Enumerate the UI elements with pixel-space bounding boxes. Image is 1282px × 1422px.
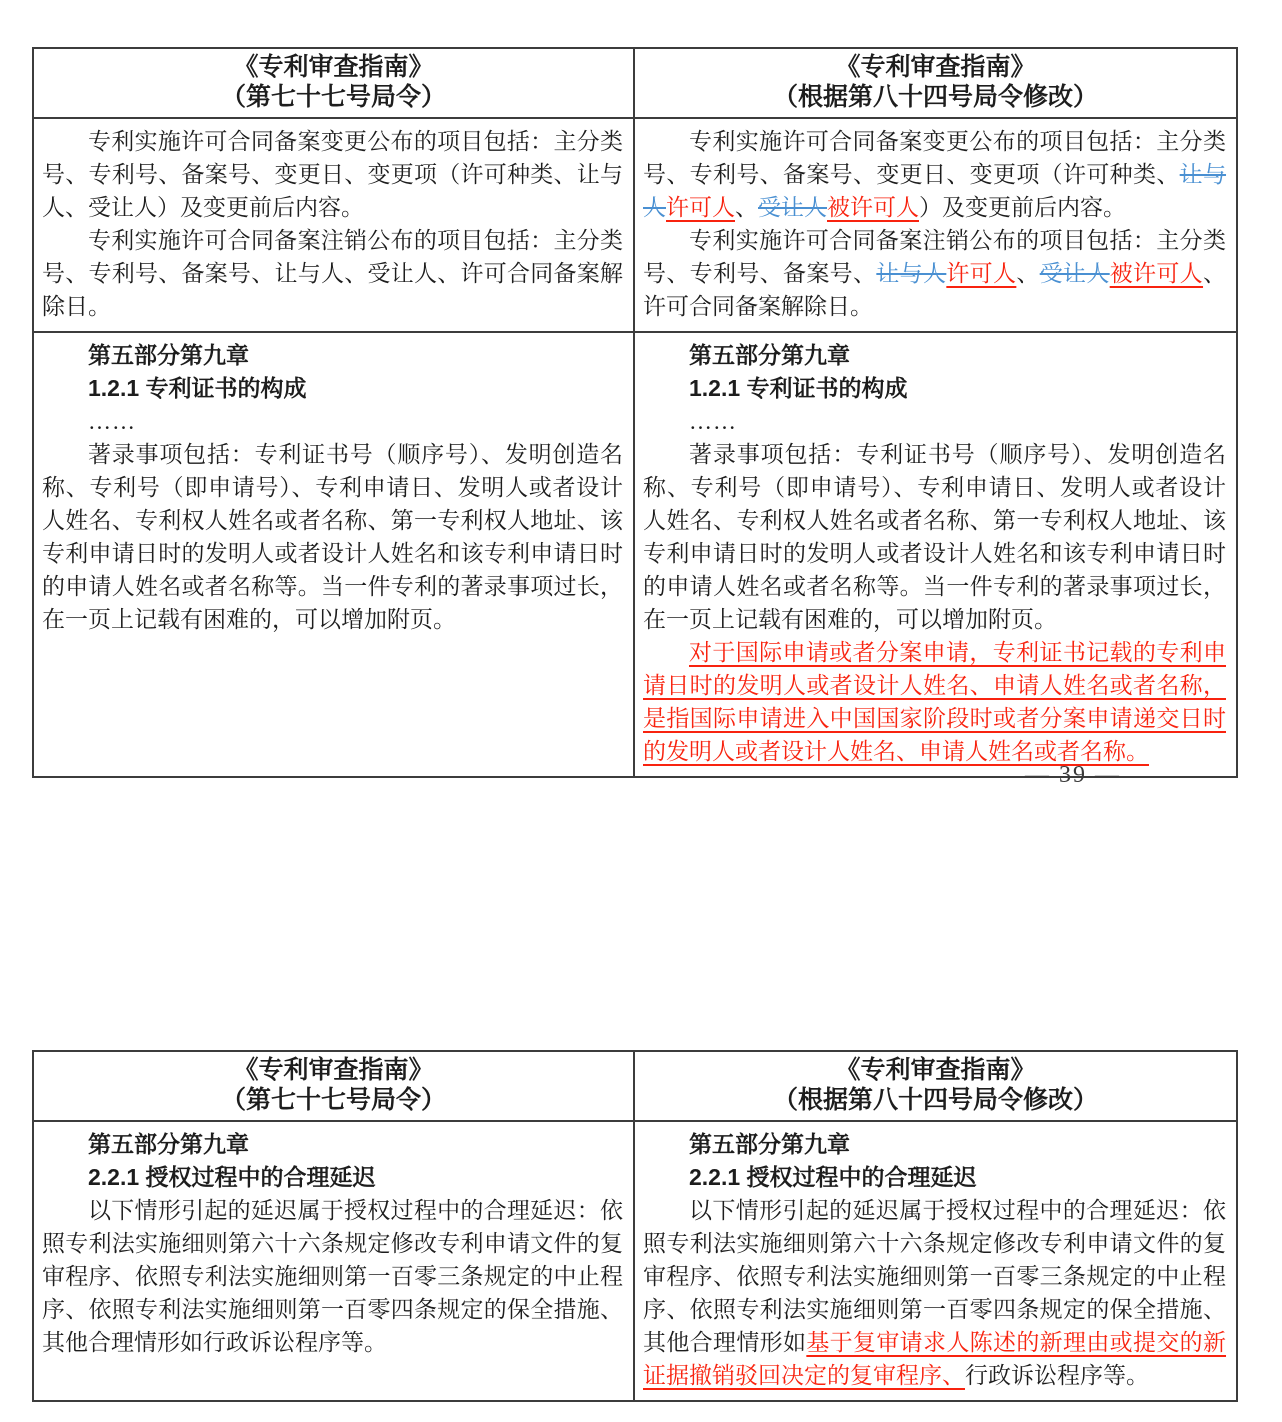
body-text: 1.2.1 专利证书的构成 (88, 375, 307, 401)
body-text: 著录事项包括：专利证书号（顺序号）、发明创造名称、专利号（即申请号）、专利申请日、发明人或者设计人姓名、专利权人姓名或者名称、第一专利权人地址、该专利申请日时的发明人或者设计人姓名和该专利申请日时的申请人姓名或者名称等。当一件专利的著录事项过长，在一页上记载有困难的，可以增加附页。 (643, 442, 1226, 632)
body-text: 2.2.1 授权过程中的合理延迟 (689, 1164, 977, 1190)
revised-version-subtitle: （根据第八十四号局令修改） (772, 1087, 1098, 1114)
deleted-text: 让与人 (643, 162, 1227, 220)
body-text: 第五部分第九章 (88, 1131, 249, 1157)
paragraph (42, 125, 623, 224)
paragraph (643, 224, 1226, 323)
revised-version-subtitle: （根据第八十四号局令修改） (772, 84, 1098, 111)
old-version-subtitle: （第七十七号局令） (220, 84, 446, 111)
body-text: 行政诉讼程序等。 (965, 1363, 1149, 1388)
old-version-cell (34, 333, 635, 776)
inserted-text: 基于复审请求人陈述的新理由或提交的新证据撤销驳回决定的复审程序、 (643, 1330, 1227, 1388)
guideline-comparison-table-bottom (32, 1050, 1238, 1402)
old-version-cell (34, 1122, 635, 1400)
body-text: 同备案解除日。 (712, 294, 873, 319)
table-header-row (34, 49, 1236, 117)
body-text: 1.2.1 专利证书的构成 (689, 375, 908, 401)
revised-version-cell (635, 119, 1236, 331)
revised-version-title: 《专利审查指南》 (835, 1057, 1036, 1084)
paragraph (42, 438, 623, 636)
section-heading (42, 372, 623, 405)
revised-version-cell (635, 333, 1236, 776)
section-heading (643, 339, 1226, 372)
table-header-row (34, 1052, 1236, 1120)
body-text: ）及变更前后内容。 (919, 195, 1126, 220)
section-heading (42, 339, 623, 372)
body-text: 、 (1016, 261, 1040, 286)
inserted-text: 对于国际申请或者分案申请，专利证书记载的专利申请日时的发明人或者设计人姓名、申请人姓名或者名称，是指国际申请进入中国国家阶段时或者分案申请递交日时的发明人或者设计人姓名、申请人姓名或者名称。 (643, 640, 1226, 764)
paragraph (643, 438, 1226, 636)
deleted-text: 让与人 (876, 261, 947, 286)
table-row (34, 117, 1236, 331)
paragraph (643, 636, 1226, 768)
body-text: 专利实施许可合同备案注销公布的项目包括：主分类号、专利号、备案号、让与人、受让人、许可合同备案解除日。 (42, 228, 623, 319)
revised-version-cell (635, 1122, 1236, 1400)
deleted-text: 受让人 (758, 195, 827, 220)
body-text: 2.2.1 授权过程中的合理延迟 (88, 1164, 376, 1190)
table-row (34, 1120, 1236, 1400)
paragraph (643, 125, 1226, 224)
inserted-text: 被许可人 (1109, 261, 1204, 286)
body-text: 著录事项包括：专利证书号（顺序号）、发明创造名称、专利号（即申请号）、专利申请日、发明人或者设计人姓名、专利权人姓名或者名称、第一专利权人地址、该专利申请日时的发明人或者设计人姓名和该专利申请日时的申请人姓名或者名称等。当一件专利的著录事项过长，在一页上记载有困难的，可以增加附页。 (42, 442, 623, 632)
revised-version-header-cell (635, 49, 1236, 117)
section-heading (42, 1128, 623, 1161)
body-text: …… (88, 409, 136, 434)
inserted-text: 许可人 (946, 261, 1017, 286)
old-version-title: 《专利审查指南》 (233, 1057, 434, 1084)
revised-version-title: 《专利审查指南》 (835, 54, 1036, 81)
page-number: — 39 — (1025, 762, 1121, 788)
deleted-text: 受让人 (1039, 261, 1110, 286)
paragraph (42, 405, 623, 438)
body-text: 专利实施许可合同备案变更公布的项目包括：主分类号、专利号、备案号、变更日、变更项（许可种类、让与人、受让人）及变更前后内容。 (42, 129, 623, 220)
body-text: 以下情形引起的延迟属于授权过程中的合理延迟：依照专利法实施细则第六十六条规定修改专利申请文件的复审程序、依照专利法实施细则第一百零三条规定的中止程序、依照专利法实施细则第一百零四条规定的保全措施、其他合理情形如 (643, 1198, 1226, 1355)
body-text: 第五部分第九章 (689, 1131, 850, 1157)
table-row (34, 331, 1236, 776)
body-text: 第五部分第九章 (88, 342, 249, 368)
paragraph (643, 405, 1226, 438)
section-heading (643, 1128, 1226, 1161)
old-version-subtitle: （第七十七号局令） (220, 1087, 446, 1114)
body-text: 、 (735, 195, 758, 220)
old-version-cell (34, 119, 635, 331)
section-heading (643, 372, 1226, 405)
old-version-title: 《专利审查指南》 (233, 54, 434, 81)
guideline-comparison-table-top (32, 47, 1238, 778)
paragraph (643, 1194, 1226, 1392)
body-text: 以下情形引起的延迟属于授权过程中的合理延迟：依照专利法实施细则第六十六条规定修改专利申请文件的复审程序、依照专利法实施细则第一百零三条规定的中止程序、依照专利法实施细则第一百零四条规定的保全措施、其他合理情形如行政诉讼程序等。 (42, 1198, 623, 1355)
paragraph (42, 1194, 623, 1359)
body-text: …… (689, 409, 737, 434)
body-text: 、许可合 (643, 261, 1227, 319)
body-text: 专利实施许可合同备案变更公布的项目包括：主分类号、专利号、备案号、变更日、变更项（许可种类、 (643, 129, 1226, 187)
inserted-text: 被许可人 (827, 195, 919, 220)
section-heading (643, 1161, 1226, 1194)
paragraph (42, 224, 623, 323)
body-text: 第五部分第九章 (689, 342, 850, 368)
old-version-header-cell (34, 49, 635, 117)
body-text: 专利实施许可合同备案注销公布的项目包括：主分类号、专利号、备案号、 (643, 228, 1226, 286)
section-heading (42, 1161, 623, 1194)
inserted-text: 许可人 (666, 195, 735, 220)
revised-version-header-cell (635, 1052, 1236, 1120)
old-version-header-cell (34, 1052, 635, 1120)
